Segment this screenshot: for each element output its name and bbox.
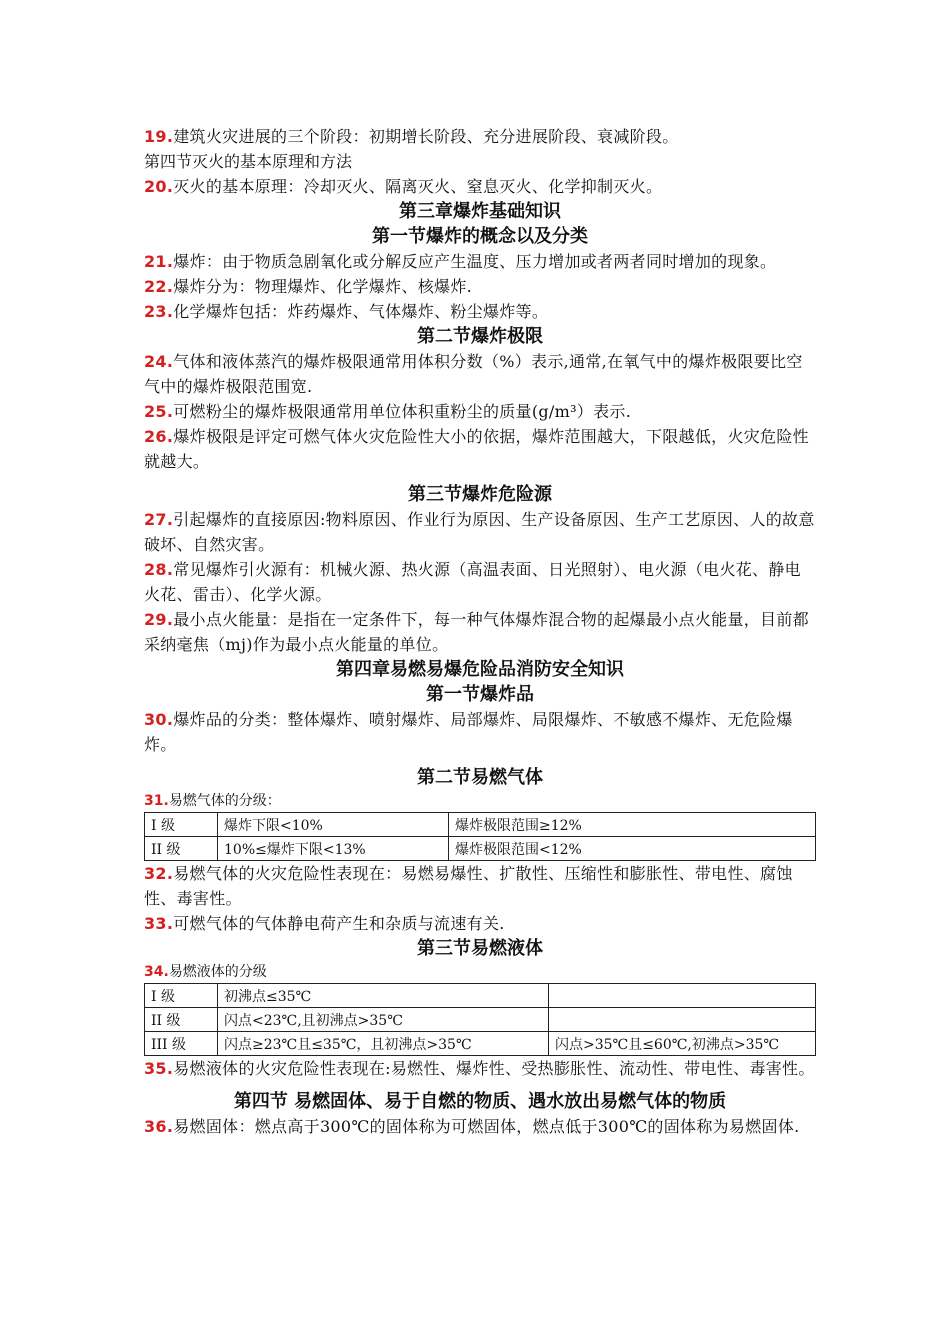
item-text: 引起爆炸的直接原因:物料原因、作业行为原因、生产设备原因、生产工艺原因、人的故意破坏、自然灾害。 [144, 510, 815, 554]
item-36 [144, 1114, 816, 1139]
item-number: 22. [144, 277, 174, 296]
item-text: 建筑火灾进展的三个阶段：初期增长阶段、充分进展阶段、衰减阶段。 [173, 127, 679, 146]
table-row [145, 1008, 816, 1032]
item-32 [144, 861, 816, 911]
item-34 [144, 961, 816, 983]
table-cell: 爆炸极限范围≥12% [449, 813, 816, 837]
section-heading: 第一节爆炸的概念以及分类 [372, 226, 588, 247]
chapter-heading: 第四章易燃易爆危险品消防安全知识 [336, 659, 624, 680]
section-heading: 第一节爆炸品 [426, 684, 534, 705]
table-row [145, 837, 816, 861]
item-text: 爆炸分为：物理爆炸、化学爆炸、核爆炸. [173, 277, 473, 296]
item-number: 25. [144, 402, 174, 421]
table-cell [549, 1008, 816, 1032]
item-number: 26. [144, 427, 174, 446]
item-number: 23. [144, 302, 174, 321]
item-text: 爆炸极限是评定可燃气体火灾危险性大小的依据，爆炸范围越大，下限越低，火灾危险性就越大。 [144, 427, 809, 471]
section-heading: 第四节 易燃固体、易于自燃的物质、遇水放出易燃气体的物质 [233, 1091, 727, 1112]
table-row [145, 1032, 816, 1056]
item-text: 易燃液体的火灾危险性表现在:易燃性、爆炸性、受热膨胀性、流动性、带电性、毒害性。 [173, 1059, 815, 1078]
subsection-title: 第四节灭火的基本原理和方法 [144, 152, 353, 171]
item-text: 灭火的基本原理：冷却灭火、隔离灭火、窒息灭火、化学抑制灭火。 [173, 177, 663, 196]
item-35 [144, 1056, 816, 1081]
item-number: 31. [144, 793, 169, 809]
table-cell: 10%≤爆炸下限<13% [218, 837, 449, 861]
document-page [144, 124, 816, 1139]
table-cell: 爆炸下限<10% [218, 813, 449, 837]
item-28 [144, 557, 816, 607]
item-24 [144, 349, 816, 399]
item-text: 气体和液体蒸汽的爆炸极限通常用体积分数（%）表示,通常,在氧气中的爆炸极限要比空气中的爆炸极限范围宽. [144, 352, 803, 396]
item-text: 最小点火能量：是指在一定条件下，每一种气体爆炸混合物的起爆最小点火能量，目前都采纳毫焦（mj)作为最小点火能量的单位。 [144, 610, 809, 654]
item-number: 33. [144, 914, 174, 933]
table-row [145, 813, 816, 837]
item-text: 可燃气体的气体静电荷产生和杂质与流速有关. [173, 914, 505, 933]
table-cell: 初沸点≤35℃ [218, 984, 549, 1008]
item-31 [144, 790, 816, 812]
item-33 [144, 911, 816, 936]
section-heading: 第二节易燃气体 [417, 767, 543, 788]
item-number: 27. [144, 510, 174, 529]
item-25 [144, 399, 816, 424]
item-number: 19. [144, 127, 174, 146]
item-number: 34. [144, 964, 169, 980]
table-cell: II 级 [145, 837, 218, 861]
section-heading: 第三节易燃液体 [417, 938, 543, 959]
item-text: 易燃气体的分级： [168, 793, 281, 809]
item-23 [144, 299, 816, 324]
section-heading: 第二节爆炸极限 [417, 326, 543, 347]
flammable-gas-grade-table [144, 812, 816, 861]
chapter-heading: 第三章爆炸基础知识 [399, 201, 561, 222]
flammable-liquid-grade-table [144, 983, 816, 1056]
item-text: 化学爆炸包括：炸药爆炸、气体爆炸、粉尘爆炸等。 [173, 302, 549, 321]
item-26 [144, 424, 816, 474]
item-20 [144, 174, 816, 199]
item-19 [144, 124, 816, 149]
item-number: 29. [144, 610, 174, 629]
table-cell [549, 984, 816, 1008]
item-text: 易燃液体的分级 [168, 964, 267, 980]
section-heading: 第三节爆炸危险源 [408, 484, 552, 505]
item-21 [144, 249, 816, 274]
item-text: 易燃固体：燃点高于300℃的固体称为可燃固体，燃点低于300℃的固体称为易燃固体. [173, 1117, 800, 1136]
item-22 [144, 274, 816, 299]
item-number: 28. [144, 560, 174, 579]
item-number: 21. [144, 252, 174, 271]
table-row [145, 984, 816, 1008]
table-cell: 闪点<23℃,且初沸点>35℃ [218, 1008, 549, 1032]
table-cell: 闪点≥23℃且≤35℃，且初沸点>35℃ [218, 1032, 549, 1056]
item-text: 常见爆炸引火源有：机械火源、热火源（高温表面、日光照射）、电火源（电火花、静电火花、雷击）、化学火源。 [144, 560, 801, 604]
item-text: 可燃粉尘的爆炸极限通常用单位体积重粉尘的质量(g/m³）表示. [173, 402, 632, 421]
item-text: 爆炸：由于物质急剧氧化或分解反应产生温度、压力增加或者两者同时增加的现象。 [173, 252, 777, 271]
item-number: 32. [144, 864, 174, 883]
item-number: 35. [144, 1059, 174, 1078]
item-text: 爆炸品的分类：整体爆炸、喷射爆炸、局部爆炸、局限爆炸、不敏感不爆炸、无危险爆炸。 [144, 710, 793, 754]
table-cell: 闪点>35℃且≤60℃,初沸点>35℃ [549, 1032, 816, 1056]
table-cell: III 级 [145, 1032, 218, 1056]
item-27 [144, 507, 816, 557]
table-cell: II 级 [145, 1008, 218, 1032]
table-cell: I 级 [145, 984, 218, 1008]
item-number: 24. [144, 352, 174, 371]
item-29 [144, 607, 816, 657]
item-30 [144, 707, 816, 757]
item-number: 20. [144, 177, 174, 196]
item-number: 36. [144, 1117, 174, 1136]
table-cell: I 级 [145, 813, 218, 837]
item-number: 30. [144, 710, 174, 729]
table-cell: 爆炸极限范围<12% [449, 837, 816, 861]
item-text: 易燃气体的火灾危险性表现在：易燃易爆性、扩散性、压缩性和膨胀性、带电性、腐蚀性、毒害性。 [144, 864, 793, 908]
